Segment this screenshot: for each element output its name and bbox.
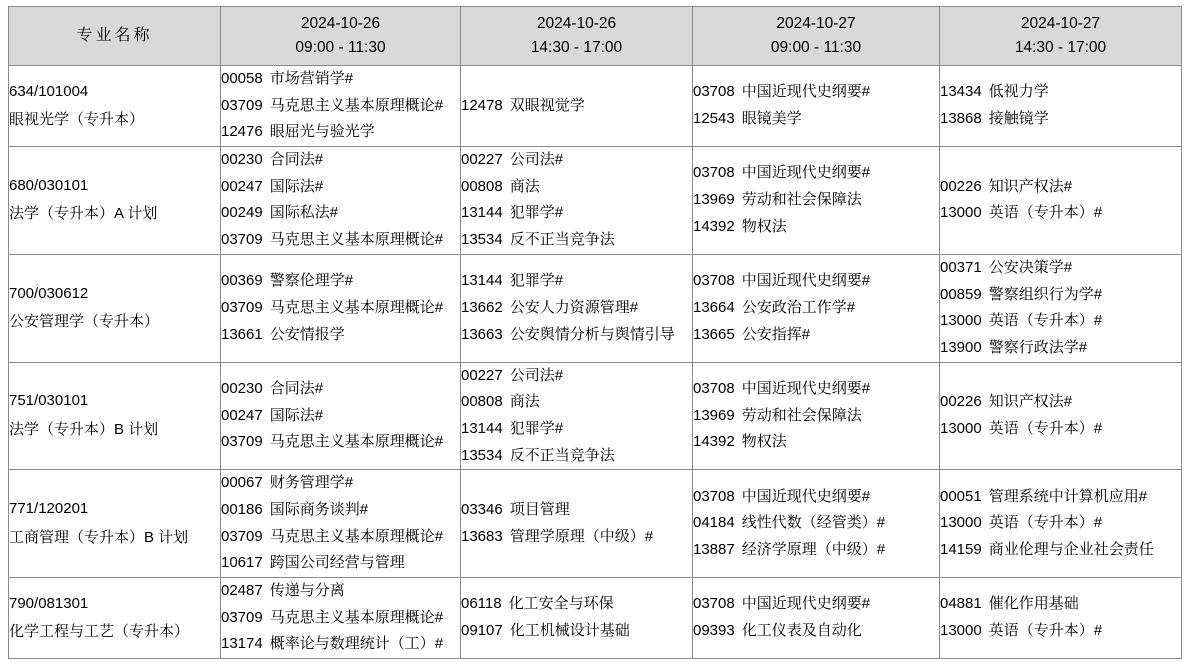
course-name: 公安情报学 xyxy=(269,325,345,343)
course-name: 商法 xyxy=(509,393,540,411)
course-entry xyxy=(461,322,692,349)
course-entry xyxy=(221,376,460,403)
course-entry xyxy=(940,618,1181,645)
course-code: 13534 xyxy=(461,446,503,464)
table-body xyxy=(9,66,1182,659)
course-name: 催化作用基础 xyxy=(988,595,1079,613)
exam-slot-cell xyxy=(693,362,940,470)
course-name: 中国近现代史纲要# xyxy=(741,272,871,290)
course-name: 公安政治工作学# xyxy=(741,298,856,316)
course-code: 13661 xyxy=(221,325,263,343)
course-entry xyxy=(940,282,1181,309)
course-code: 13969 xyxy=(693,191,735,209)
session-1-date: 2024-10-26 xyxy=(300,14,381,32)
course-name: 反不正当竞争法 xyxy=(509,446,615,464)
major-cell xyxy=(9,578,221,659)
course-code: 13969 xyxy=(693,406,735,424)
course-entry xyxy=(221,631,460,658)
course-entry xyxy=(461,524,692,551)
course-name: 项目管理 xyxy=(509,501,570,518)
course-code: 03708 xyxy=(693,487,735,505)
course-code: 13868 xyxy=(940,110,982,128)
course-code: 00859 xyxy=(940,285,982,303)
session-1-time: 09:00 - 11:30 xyxy=(295,39,386,56)
course-name: 马克思主义基本原理概论# xyxy=(269,433,444,451)
course-entry xyxy=(693,106,939,133)
exam-slot-cell xyxy=(940,254,1182,362)
course-code: 03709 xyxy=(221,433,263,451)
course-name: 化工仪表及自动化 xyxy=(741,622,862,640)
course-code: 03346 xyxy=(461,501,503,518)
exam-slot-cell xyxy=(221,362,461,470)
course-code: 03709 xyxy=(221,298,263,316)
major-code: 790/081301 xyxy=(9,594,89,612)
exam-slot-cell xyxy=(461,66,693,147)
course-code: 03709 xyxy=(221,527,263,545)
course-code: 09393 xyxy=(693,622,735,640)
exam-schedule-table xyxy=(8,6,1182,659)
course-entry xyxy=(693,268,939,295)
course-name: 劳动和社会保障法 xyxy=(741,406,862,424)
course-entry xyxy=(693,484,939,511)
course-code: 00230 xyxy=(221,379,263,397)
course-name: 马克思主义基本原理概论# xyxy=(269,608,444,626)
course-entry xyxy=(461,389,692,416)
course-entry xyxy=(693,537,939,564)
major-code: 700/030612 xyxy=(9,284,89,302)
course-entry xyxy=(693,618,939,645)
course-name: 公司法# xyxy=(509,366,564,384)
course-entry xyxy=(940,79,1181,106)
table-header xyxy=(9,7,1182,66)
major-name: 化学工程与工艺（专升本） xyxy=(9,623,190,641)
table-row xyxy=(9,470,1182,578)
course-code: 04881 xyxy=(940,595,982,613)
course-name: 中国近现代史纲要# xyxy=(741,164,871,182)
course-entry xyxy=(461,363,692,390)
course-entry xyxy=(940,510,1181,537)
course-entry xyxy=(461,174,692,201)
course-code: 13663 xyxy=(461,325,503,343)
course-entry xyxy=(221,497,460,524)
course-name: 马克思主义基本原理概论# xyxy=(269,298,444,316)
course-entry xyxy=(221,295,460,322)
course-name: 警察伦理学# xyxy=(269,272,354,290)
course-code: 00808 xyxy=(461,393,503,411)
course-code: 00226 xyxy=(940,393,982,411)
course-entry xyxy=(221,119,460,146)
course-name: 国际法# xyxy=(269,406,324,424)
course-entry xyxy=(693,429,939,456)
course-code: 03709 xyxy=(221,231,263,249)
course-entry xyxy=(693,214,939,241)
course-code: 00058 xyxy=(221,70,263,87)
course-code: 13000 xyxy=(940,622,982,640)
course-code: 03708 xyxy=(693,164,735,182)
session-3-time: 09:00 - 11:30 xyxy=(770,39,862,56)
course-entry xyxy=(940,389,1181,416)
session-4-date: 2024-10-27 xyxy=(1020,14,1101,32)
course-code: 13900 xyxy=(940,338,982,356)
course-name: 线性代数（经管类）# xyxy=(741,514,886,532)
course-name: 劳动和社会保障法 xyxy=(741,191,862,209)
table-row xyxy=(9,578,1182,659)
course-name: 公安舆情分析与舆情引导 xyxy=(509,325,675,343)
course-name: 国际法# xyxy=(269,177,324,195)
table-row xyxy=(9,147,1182,255)
major-cell xyxy=(9,254,221,362)
exam-slot-cell xyxy=(461,578,693,659)
course-code: 13662 xyxy=(461,298,503,316)
table-row xyxy=(9,254,1182,362)
course-entry xyxy=(221,578,460,605)
major-name: 法学（专升本）A 计划 xyxy=(9,205,158,223)
course-entry xyxy=(940,537,1181,564)
course-code: 06118 xyxy=(461,595,502,613)
course-entry xyxy=(461,416,692,443)
exam-slot-cell xyxy=(693,254,940,362)
course-code: 12478 xyxy=(461,96,503,114)
course-entry xyxy=(221,200,460,227)
course-name: 英语（专升本）# xyxy=(988,514,1103,532)
course-code: 00186 xyxy=(221,501,263,518)
table-row xyxy=(9,362,1182,470)
course-name: 马克思主义基本原理概论# xyxy=(269,527,444,545)
course-code: 13665 xyxy=(693,325,735,343)
session-3-date: 2024-10-27 xyxy=(776,14,856,32)
course-code: 00051 xyxy=(940,487,982,505)
exam-slot-cell xyxy=(221,470,461,578)
course-code: 00227 xyxy=(461,366,503,384)
course-code: 10617 xyxy=(221,554,263,572)
course-entry xyxy=(940,308,1181,335)
course-code: 13144 xyxy=(461,204,503,222)
course-name: 眼屈光与验光学 xyxy=(269,123,375,141)
column-header-major-label: 专业名称 xyxy=(76,26,153,44)
column-header-session-1 xyxy=(221,7,461,66)
course-name: 英语（专升本）# xyxy=(988,419,1103,437)
major-name: 工商管理（专升本）B 计划 xyxy=(9,528,189,546)
course-name: 犯罪学# xyxy=(509,419,564,437)
course-entry xyxy=(221,66,460,93)
exam-slot-cell xyxy=(693,147,940,255)
course-code: 00226 xyxy=(940,177,982,195)
course-entry xyxy=(693,295,939,322)
course-name: 英语（专升本）# xyxy=(988,204,1103,222)
course-name: 警察行政法学# xyxy=(988,338,1088,356)
major-code: 771/120201 xyxy=(9,500,89,518)
column-header-major xyxy=(9,7,221,66)
course-entry xyxy=(693,591,939,618)
course-name: 管理学原理（中级）# xyxy=(509,527,654,545)
course-entry xyxy=(221,174,460,201)
course-name: 知识产权法# xyxy=(988,177,1073,195)
course-entry xyxy=(221,470,460,497)
exam-slot-cell xyxy=(940,147,1182,255)
course-name: 接触镜学 xyxy=(988,110,1049,128)
course-entry xyxy=(221,147,460,174)
course-code: 03709 xyxy=(221,608,263,626)
course-code: 00371 xyxy=(940,258,982,276)
major-name: 法学（专升本）B 计划 xyxy=(9,420,159,438)
course-code: 14392 xyxy=(693,433,735,451)
exam-slot-cell xyxy=(221,578,461,659)
session-2-date: 2024-10-26 xyxy=(536,14,617,32)
course-name: 低视力学 xyxy=(988,83,1049,101)
course-code: 00247 xyxy=(221,177,263,195)
course-name: 中国近现代史纲要# xyxy=(741,595,871,613)
course-code: 03708 xyxy=(693,83,735,101)
course-code: 13434 xyxy=(940,83,982,101)
course-entry xyxy=(221,268,460,295)
course-entry xyxy=(940,106,1181,133)
course-entry xyxy=(940,174,1181,201)
course-name: 英语（专升本）# xyxy=(988,622,1103,640)
exam-slot-cell xyxy=(693,470,940,578)
exam-slot-cell xyxy=(940,470,1182,578)
course-entry xyxy=(221,227,460,254)
course-code: 13887 xyxy=(693,541,735,559)
course-code: 03709 xyxy=(221,96,263,114)
course-name: 犯罪学# xyxy=(509,204,564,222)
course-entry xyxy=(940,591,1181,618)
major-cell xyxy=(9,470,221,578)
course-code: 00247 xyxy=(221,406,263,424)
column-header-session-2 xyxy=(461,7,693,66)
course-entry xyxy=(461,93,692,120)
table-header-row xyxy=(9,7,1182,66)
course-name: 公安指挥# xyxy=(741,325,811,343)
course-code: 14392 xyxy=(693,217,735,235)
session-2-time: 14:30 - 17:00 xyxy=(530,39,623,56)
course-code: 14159 xyxy=(940,541,982,559)
course-name: 概率论与数理统计（工）# xyxy=(269,635,444,653)
course-name: 管理系统中计算机应用# xyxy=(988,487,1148,505)
course-entry xyxy=(693,187,939,214)
course-name: 知识产权法# xyxy=(988,393,1073,411)
major-cell xyxy=(9,147,221,255)
course-entry xyxy=(221,524,460,551)
course-name: 中国近现代史纲要# xyxy=(741,487,871,505)
course-entry xyxy=(461,443,692,470)
major-name: 公安管理学（专升本） xyxy=(9,313,160,331)
course-name: 公安人力资源管理# xyxy=(509,298,639,316)
table-row xyxy=(9,66,1182,147)
course-code: 13000 xyxy=(940,419,982,437)
course-name: 商法 xyxy=(509,177,540,195)
exam-slot-cell xyxy=(940,578,1182,659)
course-name: 警察组织行为学# xyxy=(988,285,1103,303)
course-code: 00369 xyxy=(221,272,263,290)
major-code: 634/101004 xyxy=(9,82,89,100)
course-code: 13144 xyxy=(461,419,503,437)
course-name: 公安决策学# xyxy=(988,258,1073,276)
course-entry xyxy=(461,591,692,618)
course-name: 经济学原理（中级）# xyxy=(741,541,886,559)
course-name: 财务管理学# xyxy=(269,474,354,492)
course-name: 合同法# xyxy=(269,379,324,397)
exam-slot-cell xyxy=(221,66,461,147)
exam-slot-cell xyxy=(461,254,693,362)
exam-slot-cell xyxy=(940,66,1182,147)
course-entry xyxy=(461,295,692,322)
course-entry xyxy=(940,200,1181,227)
course-code: 00249 xyxy=(221,204,263,222)
exam-slot-cell xyxy=(461,362,693,470)
major-code: 751/030101 xyxy=(9,392,89,410)
course-code: 13683 xyxy=(461,527,503,545)
course-code: 13534 xyxy=(461,231,503,249)
course-entry xyxy=(221,605,460,632)
course-entry xyxy=(221,93,460,120)
course-code: 13000 xyxy=(940,204,982,222)
course-name: 化工机械设计基础 xyxy=(509,622,630,640)
session-4-time: 14:30 - 17:00 xyxy=(1014,39,1107,56)
course-name: 眼镜美学 xyxy=(741,110,802,128)
course-code: 13000 xyxy=(940,514,982,532)
course-name: 物权法 xyxy=(741,217,787,235)
major-cell xyxy=(9,66,221,147)
course-name: 商业伦理与企业社会责任 xyxy=(988,541,1154,559)
course-name: 市场营销学# xyxy=(269,70,354,87)
course-code: 09107 xyxy=(461,622,503,640)
course-code: 03708 xyxy=(693,379,735,397)
course-code: 12543 xyxy=(693,110,735,128)
course-code: 02487 xyxy=(221,582,263,600)
exam-slot-cell xyxy=(221,147,461,255)
column-header-session-3 xyxy=(693,7,940,66)
major-cell xyxy=(9,362,221,470)
course-name: 跨国公司经营与管理 xyxy=(269,554,405,572)
course-code: 00808 xyxy=(461,177,503,195)
course-name: 合同法# xyxy=(269,151,324,169)
course-entry xyxy=(221,550,460,577)
course-name: 马克思主义基本原理概论# xyxy=(269,231,444,249)
exam-slot-cell xyxy=(940,362,1182,470)
course-entry xyxy=(693,510,939,537)
course-code: 00227 xyxy=(461,151,503,169)
course-entry xyxy=(461,497,692,524)
course-entry xyxy=(221,322,460,349)
course-code: 00067 xyxy=(221,474,263,492)
major-code: 680/030101 xyxy=(9,176,89,194)
exam-slot-cell xyxy=(461,470,693,578)
course-code: 04184 xyxy=(693,514,735,532)
course-entry xyxy=(940,484,1181,511)
course-code: 13144 xyxy=(461,272,503,290)
course-entry xyxy=(693,376,939,403)
exam-slot-cell xyxy=(461,147,693,255)
course-name: 英语（专升本）# xyxy=(988,312,1103,330)
course-entry xyxy=(461,227,692,254)
course-entry xyxy=(940,255,1181,282)
course-name: 物权法 xyxy=(741,433,787,451)
course-entry xyxy=(693,403,939,430)
course-name: 传递与分离 xyxy=(269,582,345,600)
exam-slot-cell xyxy=(693,578,940,659)
course-name: 化工安全与环保 xyxy=(508,595,614,613)
course-entry xyxy=(693,322,939,349)
course-name: 中国近现代史纲要# xyxy=(741,83,871,101)
column-header-session-4 xyxy=(940,7,1182,66)
course-code: 13174 xyxy=(221,635,263,653)
course-code: 03708 xyxy=(693,272,735,290)
course-entry xyxy=(940,416,1181,443)
course-code: 13664 xyxy=(693,298,735,316)
course-code: 03708 xyxy=(693,595,735,613)
course-code: 13000 xyxy=(940,312,982,330)
course-name: 公司法# xyxy=(509,151,564,169)
course-name: 马克思主义基本原理概论# xyxy=(269,96,444,114)
course-entry xyxy=(221,429,460,456)
course-entry xyxy=(461,147,692,174)
course-name: 反不正当竞争法 xyxy=(509,231,615,249)
course-name: 犯罪学# xyxy=(509,272,564,290)
course-name: 双眼视觉学 xyxy=(509,96,585,114)
course-entry xyxy=(221,403,460,430)
course-code: 00230 xyxy=(221,151,263,169)
course-entry xyxy=(461,200,692,227)
exam-slot-cell xyxy=(693,66,940,147)
course-code: 12476 xyxy=(221,123,263,141)
course-name: 国际商务谈判# xyxy=(269,501,369,518)
course-entry xyxy=(461,268,692,295)
exam-slot-cell xyxy=(221,254,461,362)
course-name: 国际私法# xyxy=(269,204,339,222)
major-name: 眼视光学（专升本） xyxy=(9,111,145,129)
course-entry xyxy=(693,79,939,106)
course-name: 中国近现代史纲要# xyxy=(741,379,871,397)
course-entry xyxy=(693,160,939,187)
course-entry xyxy=(461,618,692,645)
course-entry xyxy=(940,335,1181,362)
